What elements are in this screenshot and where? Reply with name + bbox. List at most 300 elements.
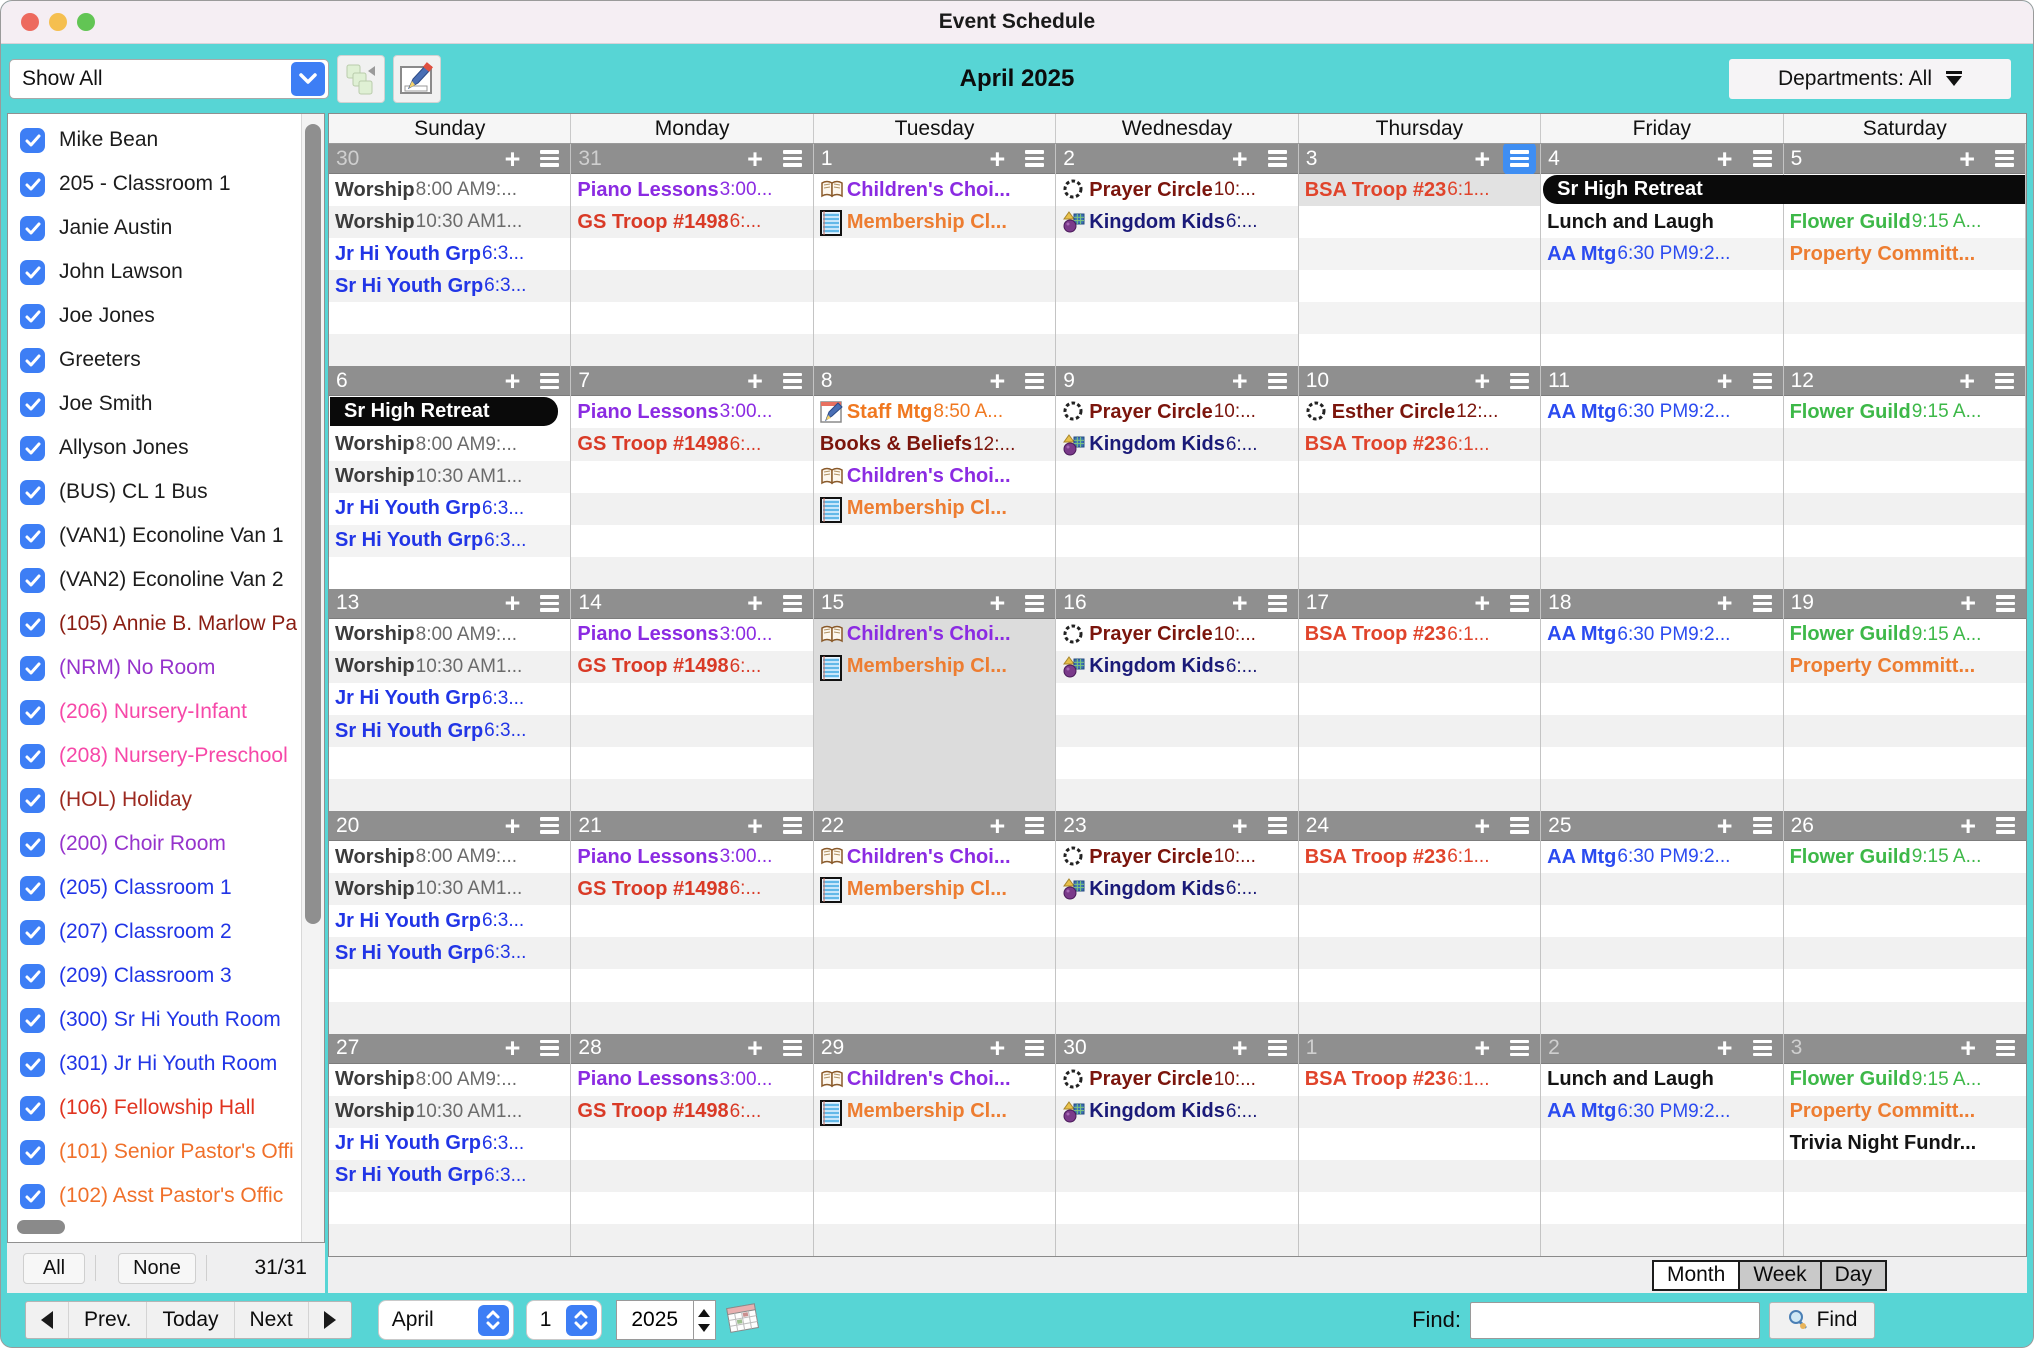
event-time: 3:00... bbox=[719, 623, 773, 645]
checkbox-checked-icon[interactable] bbox=[20, 568, 45, 593]
event-title: Children's Choi... bbox=[846, 465, 1011, 488]
calendar-event[interactable] bbox=[571, 651, 812, 683]
day-cell[interactable] bbox=[1056, 366, 1298, 588]
day-cell[interactable] bbox=[329, 811, 571, 1033]
day-cell[interactable] bbox=[1056, 1034, 1298, 1256]
day-cell[interactable] bbox=[1541, 366, 1783, 588]
calendar-event[interactable] bbox=[329, 206, 570, 238]
day-number: 1 bbox=[1305, 1036, 1318, 1060]
sidebar-footer bbox=[7, 1243, 325, 1293]
sidebar-item[interactable] bbox=[8, 602, 301, 646]
select-all-button[interactable]: All bbox=[23, 1253, 85, 1284]
checkbox-checked-icon[interactable] bbox=[20, 876, 45, 901]
sidebar-item[interactable] bbox=[8, 338, 301, 382]
calendar-event[interactable] bbox=[814, 619, 1055, 651]
event-slot bbox=[1541, 1192, 1782, 1224]
sidebar-item[interactable] bbox=[8, 1130, 301, 1174]
day-menu-icon[interactable] bbox=[779, 1035, 806, 1062]
checkbox-checked-icon[interactable] bbox=[20, 480, 45, 505]
add-event-icon[interactable]: + bbox=[1474, 811, 1491, 841]
sidebar-item[interactable] bbox=[8, 646, 301, 690]
day-cell[interactable] bbox=[814, 811, 1056, 1033]
add-event-icon[interactable]: + bbox=[1231, 811, 1248, 841]
event-slot bbox=[1299, 302, 1540, 334]
add-event-icon[interactable]: + bbox=[504, 588, 521, 619]
day-cell[interactable] bbox=[1784, 366, 2026, 588]
add-event-icon[interactable]: + bbox=[1231, 1033, 1248, 1064]
calendar-event[interactable] bbox=[329, 937, 570, 969]
calendar-event[interactable] bbox=[329, 1128, 570, 1160]
event-slot bbox=[1541, 683, 1782, 715]
add-event-icon[interactable]: + bbox=[747, 144, 763, 174]
calendar-event[interactable] bbox=[1541, 1096, 1782, 1128]
tab-month[interactable]: Month bbox=[1652, 1260, 1740, 1291]
day-cell[interactable] bbox=[571, 589, 813, 811]
event-title: Worship bbox=[335, 465, 415, 488]
calendar-event[interactable] bbox=[329, 1160, 570, 1192]
checkbox-checked-icon[interactable] bbox=[20, 348, 45, 373]
find-button[interactable] bbox=[1769, 1302, 1875, 1339]
add-event-icon[interactable]: + bbox=[1231, 588, 1248, 619]
day-menu-icon[interactable] bbox=[1264, 1035, 1291, 1062]
add-event-icon[interactable]: + bbox=[747, 1033, 763, 1064]
event-title: BSA Troop #23 bbox=[1304, 845, 1447, 868]
calendar-event[interactable] bbox=[1541, 206, 1782, 238]
day-cell[interactable] bbox=[1784, 589, 2026, 811]
day-menu-icon[interactable] bbox=[1749, 1035, 1776, 1062]
calendar-event[interactable] bbox=[329, 715, 570, 747]
day-cell[interactable] bbox=[814, 1034, 1056, 1256]
day-menu-icon[interactable] bbox=[1021, 590, 1048, 617]
event-slot bbox=[329, 1224, 570, 1256]
day-menu-icon[interactable] bbox=[536, 812, 563, 839]
day-cell[interactable] bbox=[571, 811, 813, 1033]
edit-event-button[interactable] bbox=[393, 55, 441, 103]
add-event-icon[interactable]: + bbox=[1959, 144, 1975, 174]
calendar-event[interactable] bbox=[1541, 238, 1782, 270]
day-cell[interactable] bbox=[1541, 1034, 1783, 1256]
today-button[interactable]: Today bbox=[146, 1302, 233, 1338]
checkbox-checked-icon[interactable] bbox=[20, 832, 45, 857]
sidebar-item[interactable] bbox=[8, 1042, 301, 1086]
event-slots bbox=[814, 1064, 1055, 1256]
day-menu-icon[interactable] bbox=[536, 145, 563, 172]
sidebar-item[interactable] bbox=[8, 778, 301, 822]
day-cell[interactable] bbox=[1056, 144, 1298, 366]
checkbox-checked-icon[interactable] bbox=[20, 392, 45, 417]
chevron-down-icon bbox=[291, 62, 325, 96]
calendar-event[interactable] bbox=[1299, 428, 1540, 460]
sidebar-item[interactable] bbox=[8, 690, 301, 734]
day-menu-icon[interactable] bbox=[1264, 368, 1291, 395]
sidebar-item[interactable] bbox=[8, 734, 301, 778]
calendar-event[interactable] bbox=[1784, 206, 2025, 238]
calendar-event[interactable] bbox=[571, 873, 812, 905]
checkbox-checked-icon[interactable] bbox=[20, 260, 45, 285]
event-slot bbox=[329, 206, 570, 238]
event-slot bbox=[1056, 557, 1297, 589]
day-menu-icon[interactable] bbox=[1506, 590, 1533, 617]
calendar-event[interactable] bbox=[329, 873, 570, 905]
weekday-header: Monday bbox=[571, 114, 813, 143]
day-menu-icon[interactable] bbox=[1506, 145, 1533, 172]
calendar-event[interactable] bbox=[1784, 396, 2025, 428]
checkbox-checked-icon[interactable] bbox=[20, 744, 45, 769]
add-event-icon[interactable]: + bbox=[1474, 588, 1491, 619]
jump-forward-button[interactable] bbox=[308, 1302, 351, 1338]
sidebar-item[interactable] bbox=[8, 558, 301, 602]
add-event-icon[interactable]: + bbox=[1474, 1033, 1491, 1064]
calendar-event[interactable] bbox=[329, 270, 570, 302]
calendar-event[interactable] bbox=[571, 206, 812, 238]
day-cell[interactable] bbox=[329, 144, 571, 366]
multiday-event-banner[interactable]: Sr High Retreat bbox=[1543, 175, 2025, 204]
kids-blocks-icon bbox=[1062, 655, 1086, 679]
event-time: 8:00 AM9:... bbox=[415, 846, 518, 868]
add-event-icon[interactable]: + bbox=[1960, 1033, 1976, 1064]
day-menu-icon[interactable] bbox=[1992, 812, 2019, 839]
sidebar-item[interactable] bbox=[8, 162, 301, 206]
day-menu-icon[interactable] bbox=[1991, 368, 2018, 395]
day-menu-icon[interactable] bbox=[1992, 1035, 2019, 1062]
add-event-icon[interactable]: + bbox=[1716, 366, 1733, 396]
calendar-event[interactable] bbox=[814, 206, 1055, 238]
day-cell[interactable] bbox=[329, 589, 571, 811]
calendar-event[interactable] bbox=[1784, 619, 2026, 651]
checkbox-checked-icon[interactable] bbox=[20, 1052, 45, 1077]
day-cell[interactable] bbox=[814, 144, 1056, 366]
checkbox-checked-icon[interactable] bbox=[20, 788, 45, 813]
day-menu-icon[interactable] bbox=[1749, 590, 1776, 617]
checkbox-checked-icon[interactable] bbox=[20, 656, 45, 681]
event-slot bbox=[1299, 1160, 1540, 1192]
checkbox-checked-icon[interactable] bbox=[20, 128, 45, 153]
calendar-event[interactable] bbox=[1299, 619, 1540, 651]
mini-calendar-button[interactable] bbox=[725, 1302, 760, 1338]
add-event-icon[interactable]: + bbox=[1960, 588, 1976, 619]
day-menu-icon[interactable] bbox=[1506, 1035, 1533, 1062]
event-time: 6:... bbox=[729, 211, 762, 233]
day-menu-icon[interactable] bbox=[1506, 368, 1533, 395]
calendar-event[interactable] bbox=[329, 651, 570, 683]
event-title: Prayer Circle bbox=[1089, 1068, 1213, 1091]
calendar-event[interactable] bbox=[814, 396, 1055, 428]
day-menu-icon[interactable] bbox=[1749, 368, 1776, 395]
calendar-event[interactable] bbox=[1056, 174, 1297, 206]
day-menu-icon[interactable] bbox=[779, 590, 806, 617]
event-slot bbox=[814, 747, 1055, 779]
checkbox-checked-icon[interactable] bbox=[20, 920, 45, 945]
day-menu-icon[interactable] bbox=[1506, 812, 1533, 839]
add-event-icon[interactable]: + bbox=[1716, 588, 1733, 619]
show-filter-dropdown[interactable] bbox=[9, 59, 329, 99]
calendar-event[interactable] bbox=[1541, 619, 1782, 651]
day-menu-icon[interactable] bbox=[779, 368, 806, 395]
day-cell[interactable] bbox=[571, 366, 813, 588]
add-event-icon[interactable]: + bbox=[1716, 1033, 1733, 1064]
calendar-event[interactable] bbox=[1056, 873, 1297, 905]
day-cell[interactable] bbox=[1541, 811, 1783, 1033]
add-event-icon[interactable]: + bbox=[504, 144, 521, 174]
day-number: 27 bbox=[336, 1036, 360, 1060]
calendar-event[interactable] bbox=[571, 841, 812, 873]
day-menu-icon[interactable] bbox=[1264, 590, 1291, 617]
event-time: 6:30 PM9:2... bbox=[1617, 401, 1731, 423]
day-cell[interactable] bbox=[1056, 811, 1298, 1033]
calendar-event[interactable] bbox=[814, 1096, 1055, 1128]
calendar-event[interactable] bbox=[1056, 1064, 1297, 1096]
calendar-event[interactable] bbox=[814, 1064, 1055, 1096]
sidebar-item[interactable] bbox=[8, 910, 301, 954]
calendar-event[interactable] bbox=[571, 428, 812, 460]
day-cell[interactable] bbox=[1784, 1034, 2026, 1256]
checkbox-checked-icon[interactable] bbox=[20, 612, 45, 637]
day-menu-icon[interactable] bbox=[1021, 812, 1048, 839]
day-stepper[interactable] bbox=[526, 1300, 602, 1340]
day-number: 15 bbox=[820, 591, 845, 615]
add-event-icon[interactable]: + bbox=[989, 811, 1006, 841]
event-title: Children's Choi... bbox=[846, 845, 1011, 868]
day-menu-icon[interactable] bbox=[779, 812, 806, 839]
day-number: 2 bbox=[1063, 146, 1075, 170]
event-slot bbox=[1541, 396, 1782, 428]
calendar-event[interactable] bbox=[1056, 619, 1297, 651]
sidebar-item[interactable] bbox=[8, 426, 301, 470]
event-slot bbox=[1056, 873, 1297, 905]
event-slot bbox=[329, 747, 570, 779]
sidebar-item[interactable] bbox=[8, 382, 301, 426]
add-event-icon[interactable]: + bbox=[504, 366, 521, 396]
calendar-event[interactable] bbox=[571, 1064, 812, 1096]
day-menu-icon[interactable] bbox=[1749, 812, 1776, 839]
calendar-event[interactable] bbox=[814, 493, 1055, 525]
spinner-down-icon[interactable] bbox=[698, 1324, 710, 1332]
calendar-event[interactable] bbox=[814, 841, 1055, 873]
add-event-icon[interactable]: + bbox=[1960, 811, 1976, 841]
add-event-icon[interactable]: + bbox=[1474, 144, 1491, 174]
prev-button[interactable]: Prev. bbox=[68, 1302, 146, 1338]
event-slot bbox=[1056, 493, 1297, 525]
event-time: 6:... bbox=[729, 878, 762, 900]
calendar-event[interactable] bbox=[1056, 396, 1297, 428]
calendar-event[interactable] bbox=[329, 1096, 570, 1128]
checkbox-checked-icon[interactable] bbox=[20, 436, 45, 461]
day-menu-icon[interactable] bbox=[779, 145, 806, 172]
add-event-icon[interactable]: + bbox=[747, 588, 763, 619]
day-menu-icon[interactable] bbox=[536, 368, 563, 395]
divider bbox=[206, 1255, 207, 1281]
day-header-bar bbox=[1299, 366, 1540, 396]
day-cell[interactable] bbox=[1299, 1034, 1541, 1256]
calendar-event[interactable] bbox=[329, 525, 570, 557]
calendar-event[interactable] bbox=[329, 428, 570, 460]
sidebar-item[interactable] bbox=[8, 514, 301, 558]
add-event-icon[interactable]: + bbox=[1474, 366, 1491, 396]
day-cell[interactable] bbox=[814, 589, 1056, 811]
calendar-event[interactable] bbox=[1056, 206, 1297, 238]
year-spinner[interactable] bbox=[694, 1300, 716, 1340]
checkbox-checked-icon[interactable] bbox=[20, 700, 45, 725]
up-down-chevrons-icon[interactable] bbox=[566, 1305, 597, 1336]
calendar-event[interactable] bbox=[329, 493, 570, 525]
sidebar-item[interactable] bbox=[8, 822, 301, 866]
day-menu-icon[interactable] bbox=[1021, 145, 1048, 172]
calendar-event[interactable] bbox=[571, 396, 812, 428]
add-event-icon[interactable]: + bbox=[747, 366, 763, 396]
day-cell[interactable] bbox=[571, 1034, 813, 1256]
sidebar-item[interactable] bbox=[8, 470, 301, 514]
tab-week[interactable]: Week bbox=[1738, 1260, 1821, 1291]
next-button[interactable]: Next bbox=[234, 1302, 308, 1338]
add-event-icon[interactable]: + bbox=[747, 811, 763, 841]
checkbox-checked-icon[interactable] bbox=[20, 216, 45, 241]
day-menu-icon[interactable] bbox=[536, 1035, 563, 1062]
calendar-event[interactable] bbox=[1056, 841, 1297, 873]
day-cell[interactable] bbox=[814, 366, 1056, 588]
calendar-event[interactable] bbox=[1541, 841, 1782, 873]
event-slot bbox=[571, 619, 812, 651]
event-slot bbox=[329, 461, 570, 493]
calendar-event[interactable] bbox=[1541, 396, 1782, 428]
tab-day[interactable]: Day bbox=[1820, 1260, 1887, 1291]
day-menu-icon[interactable] bbox=[1021, 368, 1048, 395]
calendar-event[interactable] bbox=[814, 651, 1055, 683]
month-stepper[interactable] bbox=[378, 1300, 514, 1340]
checkbox-checked-icon[interactable] bbox=[20, 1008, 45, 1033]
year-value[interactable]: 2025 bbox=[616, 1300, 694, 1340]
calendar-event[interactable] bbox=[1299, 396, 1540, 428]
calendar-event[interactable] bbox=[1541, 1064, 1782, 1096]
sidebar-item[interactable] bbox=[8, 206, 301, 250]
calendar-event[interactable] bbox=[329, 841, 570, 873]
add-event-icon[interactable]: + bbox=[989, 588, 1006, 619]
sidebar-item[interactable] bbox=[8, 250, 301, 294]
day-menu-icon[interactable] bbox=[536, 590, 563, 617]
add-event-icon[interactable]: + bbox=[1716, 811, 1733, 841]
event-title: Esther Circle bbox=[1331, 400, 1456, 423]
sidebar-vertical-scrollbar[interactable] bbox=[301, 114, 324, 1242]
multiday-event-banner[interactable]: Sr High Retreat bbox=[330, 397, 558, 426]
event-slot bbox=[571, 905, 812, 937]
add-event-icon[interactable]: + bbox=[1231, 144, 1248, 174]
event-slot bbox=[1299, 1192, 1540, 1224]
day-cell[interactable] bbox=[1299, 589, 1541, 811]
day-menu-icon[interactable] bbox=[1992, 590, 2019, 617]
calendar-event[interactable] bbox=[1784, 238, 2025, 270]
checkbox-checked-icon[interactable] bbox=[20, 964, 45, 989]
day-menu-icon[interactable] bbox=[1991, 145, 2018, 172]
calendar-event[interactable] bbox=[1784, 1128, 2026, 1160]
notebook-icon bbox=[820, 877, 844, 901]
calendar-event[interactable] bbox=[329, 683, 570, 715]
calendar-event[interactable] bbox=[1056, 1096, 1297, 1128]
day-menu-icon[interactable] bbox=[1264, 812, 1291, 839]
day-cell[interactable] bbox=[1784, 811, 2026, 1033]
calendar-event[interactable] bbox=[571, 619, 812, 651]
calendar-event[interactable] bbox=[329, 238, 570, 270]
add-event-icon[interactable]: + bbox=[989, 366, 1006, 396]
event-title: Jr Hi Youth Grp bbox=[335, 687, 481, 710]
day-cell[interactable] bbox=[1056, 589, 1298, 811]
calendar-event[interactable] bbox=[1299, 841, 1540, 873]
copy-schedule-button[interactable] bbox=[337, 55, 385, 103]
calendar-event[interactable] bbox=[571, 1096, 812, 1128]
sidebar-item[interactable] bbox=[8, 294, 301, 338]
day-cell[interactable] bbox=[329, 1034, 571, 1256]
calendar-event[interactable] bbox=[329, 461, 570, 493]
calendar-event[interactable] bbox=[814, 461, 1055, 493]
checkbox-checked-icon[interactable] bbox=[20, 172, 45, 197]
sidebar-item[interactable] bbox=[8, 1174, 301, 1218]
checkbox-checked-icon[interactable] bbox=[20, 1140, 45, 1165]
event-slot bbox=[1541, 841, 1782, 873]
add-event-icon[interactable]: + bbox=[1716, 144, 1733, 174]
day-cell[interactable] bbox=[1299, 811, 1541, 1033]
select-none-button[interactable]: None bbox=[118, 1253, 196, 1284]
add-event-icon[interactable]: + bbox=[504, 811, 521, 841]
add-event-icon[interactable]: + bbox=[989, 144, 1006, 174]
calendar-event[interactable] bbox=[1784, 1096, 2026, 1128]
add-event-icon[interactable]: + bbox=[504, 1033, 521, 1064]
jump-back-button[interactable] bbox=[26, 1302, 68, 1338]
calendar-event[interactable] bbox=[1784, 1064, 2026, 1096]
up-down-chevrons-icon[interactable] bbox=[478, 1305, 509, 1336]
scrollbar-thumb[interactable] bbox=[305, 124, 321, 924]
checkbox-checked-icon[interactable] bbox=[20, 524, 45, 549]
calendar-event[interactable] bbox=[1056, 651, 1297, 683]
calendar-event[interactable] bbox=[1784, 841, 2026, 873]
weekday-header: Sunday bbox=[329, 114, 571, 143]
calendar-event[interactable] bbox=[1784, 651, 2026, 683]
day-menu-icon[interactable] bbox=[1264, 145, 1291, 172]
day-cell[interactable] bbox=[1541, 589, 1783, 811]
add-event-icon[interactable]: + bbox=[989, 1033, 1006, 1064]
spinner-up-icon[interactable] bbox=[698, 1309, 710, 1317]
departments-button[interactable] bbox=[1729, 59, 2011, 99]
calendar-event[interactable] bbox=[1299, 174, 1540, 206]
checkbox-checked-icon[interactable] bbox=[20, 1184, 45, 1209]
sidebar-item[interactable] bbox=[8, 998, 301, 1042]
calendar-event[interactable] bbox=[814, 174, 1055, 206]
calendar-event[interactable] bbox=[329, 174, 570, 206]
find-input[interactable] bbox=[1470, 1302, 1760, 1339]
event-slot bbox=[1541, 619, 1782, 651]
calendar-event[interactable] bbox=[1056, 428, 1297, 460]
sidebar-horizontal-scrollbar[interactable] bbox=[17, 1220, 65, 1234]
calendar-event[interactable] bbox=[329, 905, 570, 937]
add-event-icon[interactable]: + bbox=[1959, 366, 1975, 396]
add-event-icon[interactable]: + bbox=[1231, 366, 1248, 396]
calendar-event[interactable] bbox=[814, 428, 1055, 460]
sidebar-item[interactable] bbox=[8, 1086, 301, 1130]
calendar-event[interactable] bbox=[329, 619, 570, 651]
day-menu-icon[interactable] bbox=[1749, 145, 1776, 172]
day-cell[interactable] bbox=[1299, 366, 1541, 588]
sidebar-item[interactable] bbox=[8, 866, 301, 910]
checkbox-checked-icon[interactable] bbox=[20, 1096, 45, 1121]
sidebar-item-label: Joe Jones bbox=[59, 304, 155, 327]
calendar-event[interactable] bbox=[329, 1064, 570, 1096]
sidebar-item[interactable] bbox=[8, 118, 301, 162]
calendar-event[interactable] bbox=[814, 873, 1055, 905]
day-cell[interactable] bbox=[1299, 144, 1541, 366]
calendar-event[interactable] bbox=[1299, 1064, 1540, 1096]
day-cell[interactable] bbox=[571, 144, 813, 366]
calendar-event[interactable] bbox=[571, 174, 812, 206]
day-menu-icon[interactable] bbox=[1021, 1035, 1048, 1062]
checkbox-checked-icon[interactable] bbox=[20, 304, 45, 329]
sidebar-item[interactable] bbox=[8, 954, 301, 998]
